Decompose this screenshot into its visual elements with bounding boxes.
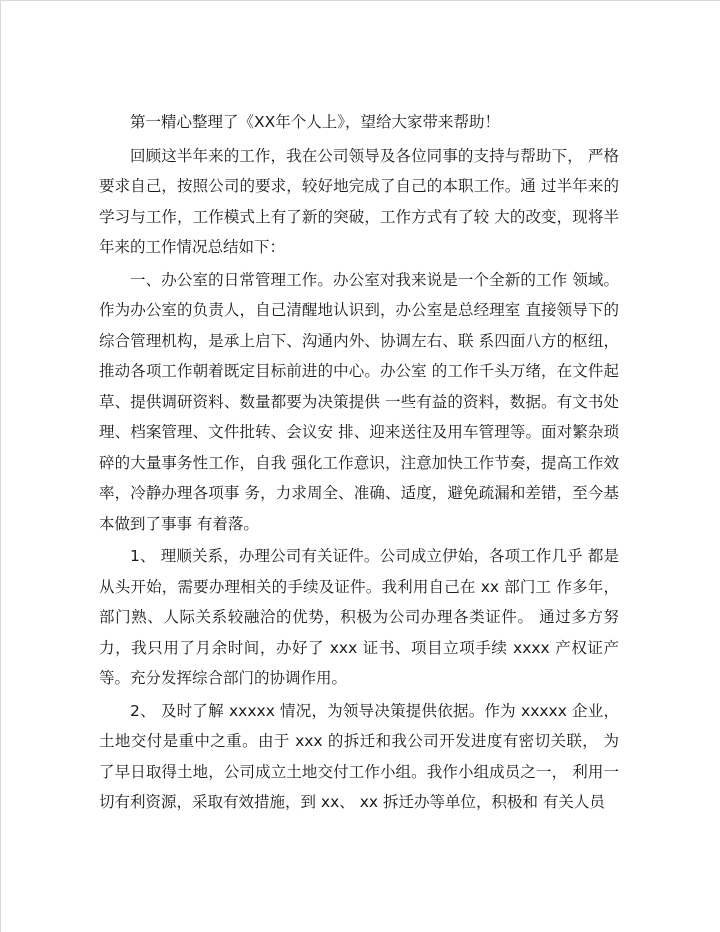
paragraph-item-1: 1、 理顺关系，办理公司有关证件。公司成立伊始，各项工作几乎 都是从头开始，需要办理相关的手续及证件。我利用自己在 xx 部门工 作多年，部门熟、人际关系较融洽的优势，积极为公司办理各类证件。 通过多方努力，我只用了月余时间，办好了 xxx 证书、项目立项手续 xxxx 产权证产等。充分发挥综合部门的协调作用。 [99,547,619,687]
paragraph-office-management: 一、办公室的日常管理工作。办公室对我来说是一个全新的工作 领域。作为办公室的负责人，自己清醒地认识到，办公室是总经理室 直接领导下的综合管理机构，是承上启下、沟通内外、协调左右、联 系四面八方的枢纽，推动各项工作朝着既定目标前进的中心。办公室 的工作千头万绪，在文件起草、提供调研资料、数量都要为决策提供 一些有益的资料，数据。有文书处理、档案管理、文件批转、会议安 排、迎来送往及用车管理等。面对繁杂琐碎的大量事务性工作，自我 强化工作意识，注意加快工作节奏，提高工作效率，冷静办理各项事 务，力求周全、准确、适度，避免疏漏和差错，至今基本做到了事事 有着落。 [99,270,619,533]
intro-line: 第一精心整理了《XX年个人上》，望给大家带来帮助！ [130,113,500,131]
paragraph-item-2: 2、 及时了解 xxxxx 情况，为领导决策提供依据。作为 xxxxx 企业，土地交付是重中之重。由于 xxx 的拆迁和我公司开发进度有密切关联， 为了早日取得土地，公司成立土地交付工作小组。我作小组成员之一， 利用一切有利资源，采取有效措施，到 xx、 xx 拆迁办等单位，积极和 有关人员 [99,701,619,811]
paragraph-review: 回顾这半年来的工作，我在公司领导及各位同事的支持与帮助下， 严格要求自己，按照公司的要求，较好地完成了自己的本职工作。通 过半年来的学习与工作，工作模式上有了新的突破，工作方式有了较 大的改变，现将半年来的工作情况总结如下： [99,146,619,256]
document-body [99,107,619,818]
